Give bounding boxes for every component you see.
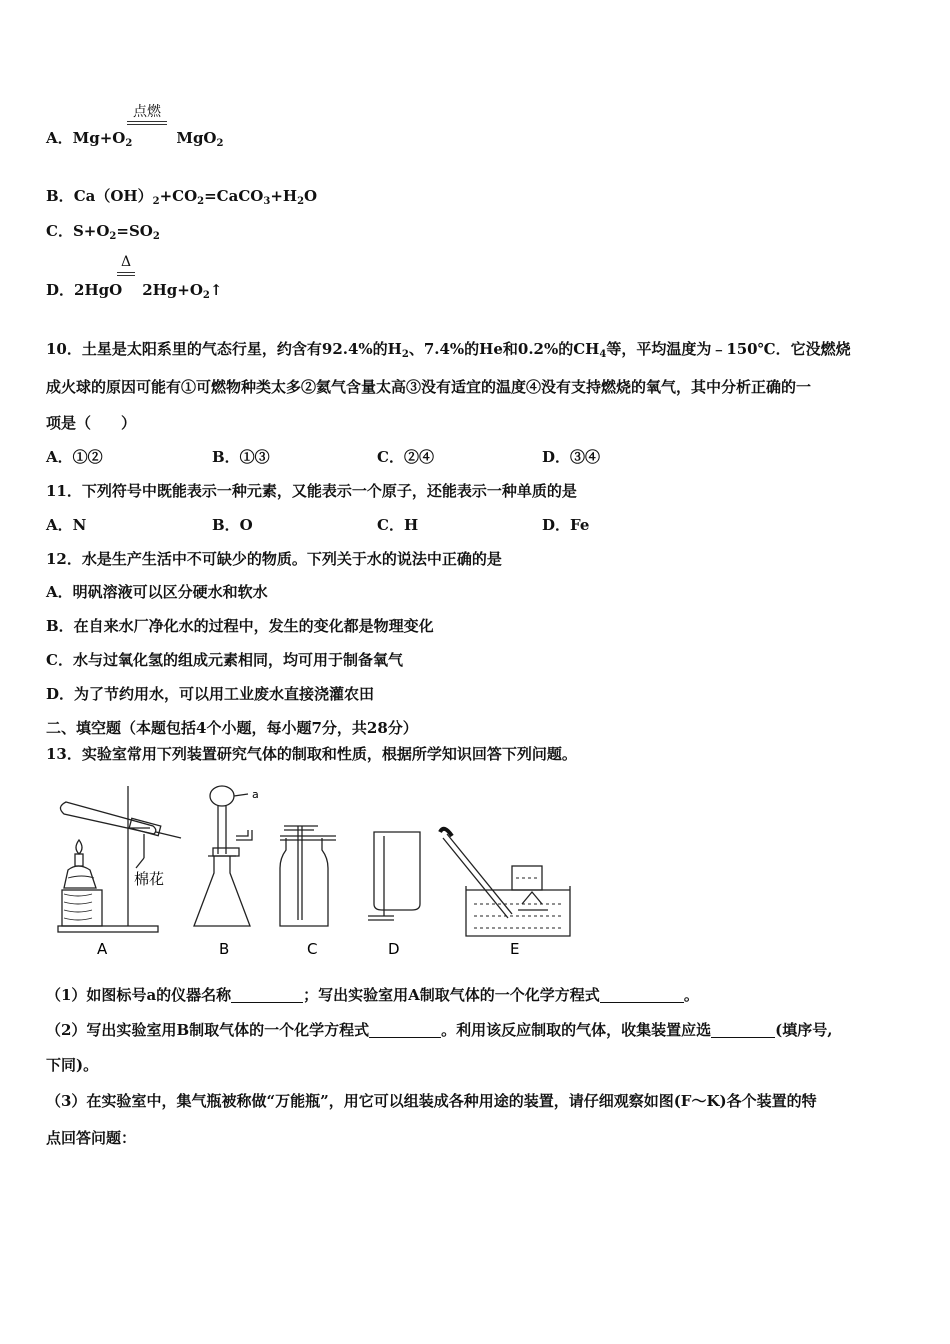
q10-option-d: D．③④ (542, 448, 601, 466)
q12-option-c: C．水与过氧化氢的组成元素相同，均可用于制备氧气 (46, 651, 403, 669)
apparatus-figure (48, 778, 588, 960)
q9-option-d: D．2HgO $2Hg+O_2↑$ (46, 281, 223, 301)
q11-option-c: C．H (377, 516, 419, 534)
q9-option-c: C．$S+O_2=SO_2$ (46, 222, 160, 242)
label-d: D (388, 940, 400, 958)
q12-option-b: B．在自来水厂净化水的过程中，发生的变化都是物理变化 (46, 617, 434, 635)
q13-part-2-cont: 下同)。 (46, 1056, 99, 1074)
q13-stem: 13．实验室常用下列装置研究气体的制取和性质，根据所学知识回答下列问题。 (46, 745, 577, 763)
label-mark-a: a (252, 788, 259, 801)
q10-option-c: C．②④ (377, 448, 434, 466)
apparatus-d (368, 832, 420, 920)
apparatus-e (443, 834, 570, 936)
q9-option-a: A．$Mg+O_2$ MgO$_2$ (46, 129, 224, 149)
answer-blank[interactable] (231, 987, 303, 1003)
q12-option-a: A．明矾溶液可以区分硬水和软水 (46, 583, 268, 601)
q10-line-3: 项是（ ） (46, 414, 137, 432)
q13-part-3-cont: 点回答问题： (46, 1129, 137, 1147)
equals-sign (117, 272, 135, 276)
equals-sign (127, 121, 167, 125)
apparatus-a (58, 786, 181, 932)
q13-part-2: （2）写出实验室用B制取气体的一个化学方程式 。利用该反应制取的气体，收集装置应选 (填序号, (46, 1021, 833, 1039)
q13-part-3: （3）在实验室中，集气瓶被称做“万能瓶”，用它可以组装成各种用途的装置，请仔细观察如图(F～K)各个装置的特 (46, 1092, 817, 1110)
q10-option-b: B．①③ (212, 448, 270, 466)
q11-option-b: B．O (212, 516, 253, 534)
condition-ignite: 点燃 (133, 104, 161, 120)
q10-line-1: 10．土星是太阳系里的气态行星，约含有92.4%的$H_2$、7.4%的He和0.2%的$CH_4$等，平均温度为﹣150℃．它没燃烧 (46, 340, 851, 360)
label-c: C (307, 940, 318, 958)
apparatus-c (280, 826, 336, 926)
answer-blank[interactable] (711, 1022, 775, 1038)
q11-option-d: D．Fe (542, 516, 590, 534)
section-heading: 二、填空题（本题包括4个小题，每小题7分，共28分） (46, 719, 418, 737)
q10-option-a: A．①② (46, 448, 103, 466)
q12-option-d: D．为了节约用水，可以用工业废水直接浇灌农田 (46, 685, 375, 703)
label-cotton: 棉花 (134, 870, 165, 888)
condition-heat: Δ (120, 254, 132, 270)
apparatus-b (194, 786, 252, 926)
q13-part-1: （1）如图标号a的仪器名称 ；写出实验室用A制取气体的一个化学方程式 。 (46, 986, 699, 1004)
answer-blank[interactable] (369, 1022, 441, 1038)
q11-option-a: A．N (46, 516, 87, 534)
label-b: B (219, 940, 230, 958)
label-e: E (510, 940, 520, 958)
q12-stem: 12．水是生产生活中不可缺少的物质。下列关于水的说法中正确的是 (46, 550, 502, 568)
q10-line-2: 成火球的原因可能有①可燃物种类太多②氦气含量太高③没有适宜的温度④没有支持燃烧的氧气，其中分析正确的一 (46, 378, 812, 396)
label-a: A (97, 940, 108, 958)
q11-stem: 11．下列符号中既能表示一种元素，又能表示一个原子，还能表示一种单质的是 (46, 482, 577, 500)
q9-option-b: B．$Ca(OH)_2+CO_2=CaCO_3+H_2O$ (46, 187, 318, 207)
answer-blank[interactable] (600, 987, 684, 1003)
